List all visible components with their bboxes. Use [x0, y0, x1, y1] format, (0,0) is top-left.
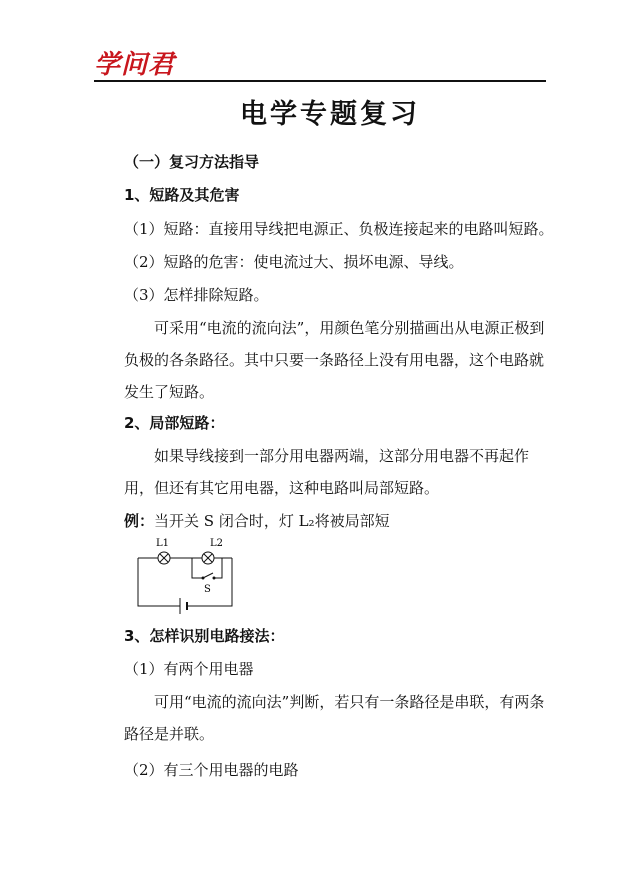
- paragraph-short-circuit-def: （1）短路：直接用导线把电源正、负极连接起来的电路叫短路。: [124, 220, 554, 238]
- paragraph-partial-short-def: 如果导线接到一部分用电器两端，这部分用电器不再起作用，但还有其它用电器，这种电路叫局部短路。: [124, 447, 530, 497]
- paragraph-remove-short: （3）怎样排除短路。: [124, 286, 269, 304]
- lamp-l1-label: L1: [156, 538, 170, 549]
- paragraph-short-circuit-harm: （2）短路的危害：使电流过大、损坏电源、导线。: [124, 253, 464, 271]
- paragraph-three-devices: （2）有三个用电器的电路: [124, 761, 299, 779]
- lamp-l1-icon: [158, 552, 170, 564]
- example-line: [124, 511, 390, 531]
- paragraph-flow-judge: 可用“电流的流向法”判断，若只有一条路径是串联，有两条路径是并联。: [124, 693, 545, 743]
- subheading-identify-circuit: 3、怎样识别电路接法：: [124, 627, 285, 645]
- example-label: 例：: [124, 512, 155, 530]
- switch-label: S: [204, 584, 211, 595]
- circuit-diagram: [130, 532, 240, 614]
- example-text: 当开关 S 闭合时，灯 L₂将被局部短: [154, 512, 390, 530]
- brand-logo: 学问君: [94, 50, 176, 80]
- section-heading-1: （一）复习方法指导: [124, 153, 260, 171]
- paragraph-two-devices: （1）有两个用电器: [124, 660, 254, 678]
- paragraph-flow-method: 可采用“电流的流向法”，用颜色笔分别描画出从电源正极到负极的各条路径。其中只要一条路径上没有用电器，这个电路就发生了短路。: [124, 319, 545, 401]
- subheading-short-circuit: 1、短路及其危害: [124, 186, 240, 204]
- switch-s-icon: [202, 573, 216, 580]
- subheading-partial-short: 2、局部短路：: [124, 414, 225, 432]
- header-rule: [94, 80, 546, 82]
- lamp-l2-label: L2: [210, 538, 224, 549]
- lamp-l2-icon: [202, 552, 214, 564]
- page-title: 电学专题复习: [240, 99, 420, 130]
